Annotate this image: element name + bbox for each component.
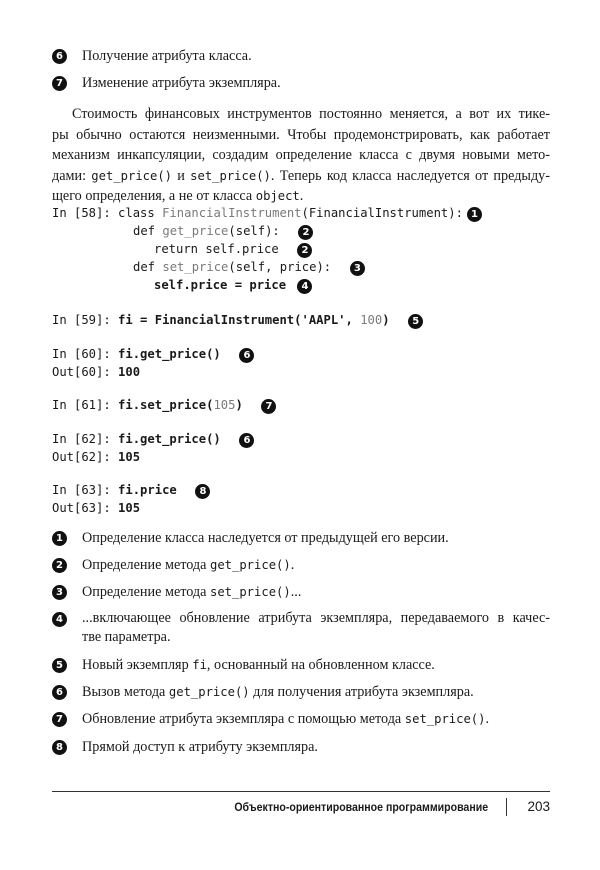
annotation-marker: 5	[52, 658, 67, 673]
text-run: Определение метода	[82, 557, 210, 573]
annotation-marker: 8	[52, 740, 67, 755]
text-run: Вызов метода	[82, 684, 169, 700]
inline-code: get_price()	[168, 685, 250, 699]
callout-marker: 7	[52, 76, 67, 91]
page-number: 203	[527, 799, 550, 814]
code-line	[52, 481, 210, 499]
text-run: Обновление атрибута экземпляра с помощью метода	[82, 711, 405, 727]
annotation-text: Прямой доступ к атрибуту экземпляра.	[82, 739, 318, 755]
output-prompt: Out[60]:	[52, 365, 111, 379]
paragraph-line: Стоимость финансовых инструментов постоянно меняется, а вот их тике-	[72, 106, 550, 122]
annotation-text	[82, 682, 550, 702]
code-marker: 6	[239, 348, 254, 363]
callout-text: Получение атрибута класса.	[82, 48, 252, 64]
annotation-marker: 2	[52, 558, 67, 573]
code-line	[52, 311, 423, 329]
text-run: Определение метода	[82, 584, 210, 600]
inline-code: get_price()	[91, 168, 173, 183]
code-marker: 1	[467, 207, 482, 222]
code-output	[52, 448, 140, 466]
input-prompt: In [60]:	[52, 347, 111, 361]
code-line	[52, 430, 254, 448]
number-literal: 100	[360, 313, 383, 327]
text-run: .	[290, 557, 295, 573]
code-marker: 2	[298, 225, 313, 240]
input-prompt: In [61]:	[52, 398, 111, 412]
text-run: щего определения, а не от класса	[52, 188, 256, 204]
output-prompt: Out[62]:	[52, 450, 111, 464]
output-value: 105	[118, 450, 141, 464]
code-line	[133, 222, 313, 240]
code-text: fi.set_price(	[118, 398, 214, 412]
code-line	[52, 396, 276, 414]
callout-text: Изменение атрибута экземпляра.	[82, 75, 281, 91]
class-name: FinancialInstrument	[162, 206, 302, 220]
inline-code: object	[255, 189, 300, 203]
running-title: Объектно-ориентированное программирование	[234, 800, 488, 814]
annotation-marker: 7	[52, 712, 67, 727]
text-run: Новый экземпляр	[82, 657, 193, 673]
code-text: fi.price	[118, 483, 177, 497]
code-text: self.price = price	[154, 278, 287, 292]
paragraph-line: ры обычно остаются неизменными. Чтобы продемонстрировать, как работает	[52, 126, 550, 143]
annotation-text: Определение класса наследуется от предыдущей его версии.	[82, 530, 449, 546]
text-run: .	[485, 711, 490, 727]
code-text: (self):	[228, 224, 280, 238]
paragraph-line: механизм инкапсуляции, создадим определение класса с двумя новыми мето-	[52, 147, 550, 163]
output-value: 105	[118, 501, 141, 515]
callout-marker: 6	[52, 49, 67, 64]
input-prompt: In [62]:	[52, 432, 111, 446]
inline-code: get_price()	[210, 558, 291, 572]
annotation-marker: 4	[52, 612, 67, 627]
output-value: 100	[118, 365, 141, 379]
inline-code: set_price()	[210, 585, 291, 599]
code-text: return self.price	[154, 242, 279, 256]
annotation-text	[82, 555, 550, 575]
code-marker: 7	[261, 399, 276, 414]
keyword: def	[133, 224, 163, 238]
annotation-marker: 6	[52, 685, 67, 700]
code-text: (FinancialInstrument):	[301, 206, 463, 220]
keyword: class	[118, 206, 163, 220]
annotation-text	[82, 655, 550, 675]
inline-code: set_price()	[404, 712, 486, 726]
code-line	[52, 204, 482, 222]
inline-code: set_price()	[190, 168, 271, 183]
code-marker: 5	[408, 314, 423, 329]
code-text: )	[382, 313, 390, 327]
text-run: и	[172, 167, 191, 184]
input-prompt: In [58]:	[52, 206, 111, 220]
footer-separator	[506, 798, 507, 816]
annotation-text	[82, 609, 550, 647]
code-output	[52, 363, 140, 381]
inline-code: fi	[192, 658, 207, 672]
output-prompt: Out[63]:	[52, 501, 111, 515]
text-run: .	[299, 188, 304, 204]
code-text: (self, price):	[228, 260, 332, 274]
code-marker: 2	[297, 243, 312, 258]
input-prompt: In [63]:	[52, 483, 111, 497]
page-footer	[52, 798, 550, 820]
text-run: тве параметра.	[82, 629, 171, 645]
text-run: , основанный на обновленном классе.	[206, 657, 435, 673]
text-run: . Теперь код класса наследуется от предыду-	[270, 167, 550, 184]
input-prompt: In [59]:	[52, 313, 111, 327]
method-name: set_price	[162, 260, 229, 274]
code-marker: 6	[239, 433, 254, 448]
code-text: fi = FinancialInstrument('AAPL',	[118, 313, 361, 327]
code-text: fi.get_price()	[118, 432, 221, 446]
text-run: ...включающее обновление атрибута экземпляра, передаваемого в качес-	[82, 610, 550, 626]
code-marker: 4	[297, 279, 312, 294]
text-run: для получения атрибута экземпляра.	[249, 684, 474, 700]
text-run: дами:	[52, 167, 92, 184]
code-text: )	[235, 398, 243, 412]
code-line	[154, 276, 312, 294]
annotation-marker: 3	[52, 585, 67, 600]
annotation-marker: 1	[52, 531, 67, 546]
text-run: ...	[290, 584, 302, 600]
keyword: def	[133, 260, 163, 274]
annotation-text	[82, 709, 550, 729]
code-line	[154, 240, 312, 258]
body-paragraph	[52, 104, 550, 207]
code-marker: 8	[195, 484, 210, 499]
number-literal: 105	[213, 398, 236, 412]
code-text: fi.get_price()	[118, 347, 221, 361]
code-output	[52, 499, 140, 517]
paragraph-line	[52, 166, 550, 187]
annotation-text	[82, 582, 550, 602]
method-name: get_price	[162, 224, 229, 238]
footer-rule	[52, 791, 550, 792]
code-line	[133, 258, 365, 276]
code-line	[52, 345, 254, 363]
code-marker: 3	[350, 261, 365, 276]
